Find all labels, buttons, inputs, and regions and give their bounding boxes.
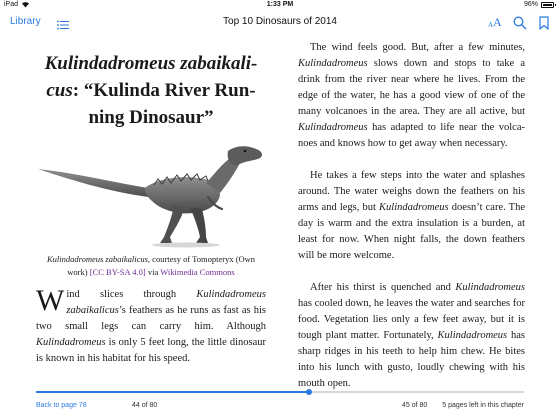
- text-run: ind slices through: [66, 289, 197, 300]
- page-scrubber[interactable]: [36, 391, 524, 393]
- caption-via: via: [145, 267, 161, 277]
- scrubber-fill: [36, 391, 309, 393]
- left-page-paragraph: [36, 284, 266, 367]
- species-name: Kulindadromeus: [379, 202, 449, 213]
- status-bar: [0, 0, 560, 11]
- left-page-number: 44 of 80: [132, 402, 158, 409]
- back-to-page-button[interactable]: Back to page 78: [36, 402, 87, 409]
- chapter-title-species: Kulindadromeus zabaikali-cus: [44, 53, 258, 101]
- right-page: [298, 40, 525, 408]
- figure-caption: [36, 253, 266, 279]
- species-name: Kulindadromeus: [437, 330, 508, 341]
- font-size-icon[interactable]: [488, 14, 504, 30]
- chapter-title: [36, 50, 266, 131]
- text-run: ’s feathers as he runs as fast as his two small legs can carry him. Although: [36, 305, 266, 332]
- battery-percent: 96%: [523, 1, 538, 8]
- caption-species: Kulindadromeus zabaikalicus: [46, 254, 148, 264]
- clock: 1:33 PM: [266, 1, 294, 8]
- text-run: has sharp ridges in his teeth to help him chew. He bites into his lunch with gusto, loudly chewing with his mouth open.: [298, 330, 525, 389]
- chapter-title-rest: : “Kulinda River Running Dinosaur”: [72, 80, 256, 128]
- text-run: has cooled down, he leaves the water and searches for food. Vegetation lies only a few feet away, but it is tough plant matter. Fortunately,: [298, 298, 525, 341]
- right-page-number: 45 of 80: [402, 402, 428, 409]
- carrier-label: iPad: [4, 1, 19, 8]
- search-icon[interactable]: [513, 16, 527, 30]
- drop-cap: W: [36, 284, 65, 317]
- left-page: [36, 50, 266, 367]
- bookmark-icon[interactable]: [539, 16, 549, 30]
- reader-footer: [0, 402, 560, 414]
- species-name: Kulindadromeus: [455, 282, 525, 293]
- license-link[interactable]: [CC BY-SA 4.0]: [89, 267, 146, 277]
- caption-credit: , courtesy of Tomopteryx (Own work): [67, 254, 256, 277]
- dinosaur-illustration: [36, 139, 266, 249]
- reader-toolbar: [0, 11, 560, 35]
- text-run: is only 5 feet long, the little dinosaur is known in his habitat for his speed.: [36, 337, 266, 364]
- species-name: Kulindadromeus: [298, 122, 368, 133]
- text-run: slows down and stops to take a drink from the river near where he lives. From the edge of the water, he has a good view of one of the many volcanoes in the area. They are all active, but: [298, 58, 525, 117]
- font-big-glyph: A: [493, 15, 502, 29]
- right-page-paragraph-3: [298, 280, 525, 392]
- text-run: doesn’t care. The day is warm and the extra insulation is a burden, at least for now. When night falls, the down feathers will be more welcome.: [298, 202, 525, 261]
- pages-left-label: 5 pages left in this chapter: [442, 402, 524, 409]
- font-small-glyph: A: [488, 21, 494, 29]
- text-run: has adapted to life near the volcanoes and knows how to get away when necessary.: [298, 122, 525, 149]
- battery-icon: [541, 2, 554, 8]
- right-page-paragraph-1: [298, 40, 525, 152]
- battery-fill: [543, 4, 552, 6]
- species-name: Kulindadromeus: [36, 337, 106, 348]
- book-title: Top 10 Dinosaurs of 2014: [223, 16, 337, 27]
- right-page-paragraph-2: [298, 168, 525, 264]
- wikimedia-link[interactable]: Wikimedia Commons: [160, 267, 235, 277]
- species-name: Kulindadromeus: [298, 58, 368, 69]
- library-button[interactable]: Library: [10, 16, 41, 27]
- text-run: After his thirst is quenched and: [310, 282, 456, 293]
- text-run: He takes a few steps into the water and splashes around. The water weighs down the feathers on his arms and legs, but: [298, 170, 525, 213]
- species-name: Kulindadromeus zabaikalicus: [66, 289, 266, 316]
- text-run: The wind feels good. But, after a few minutes,: [310, 42, 525, 53]
